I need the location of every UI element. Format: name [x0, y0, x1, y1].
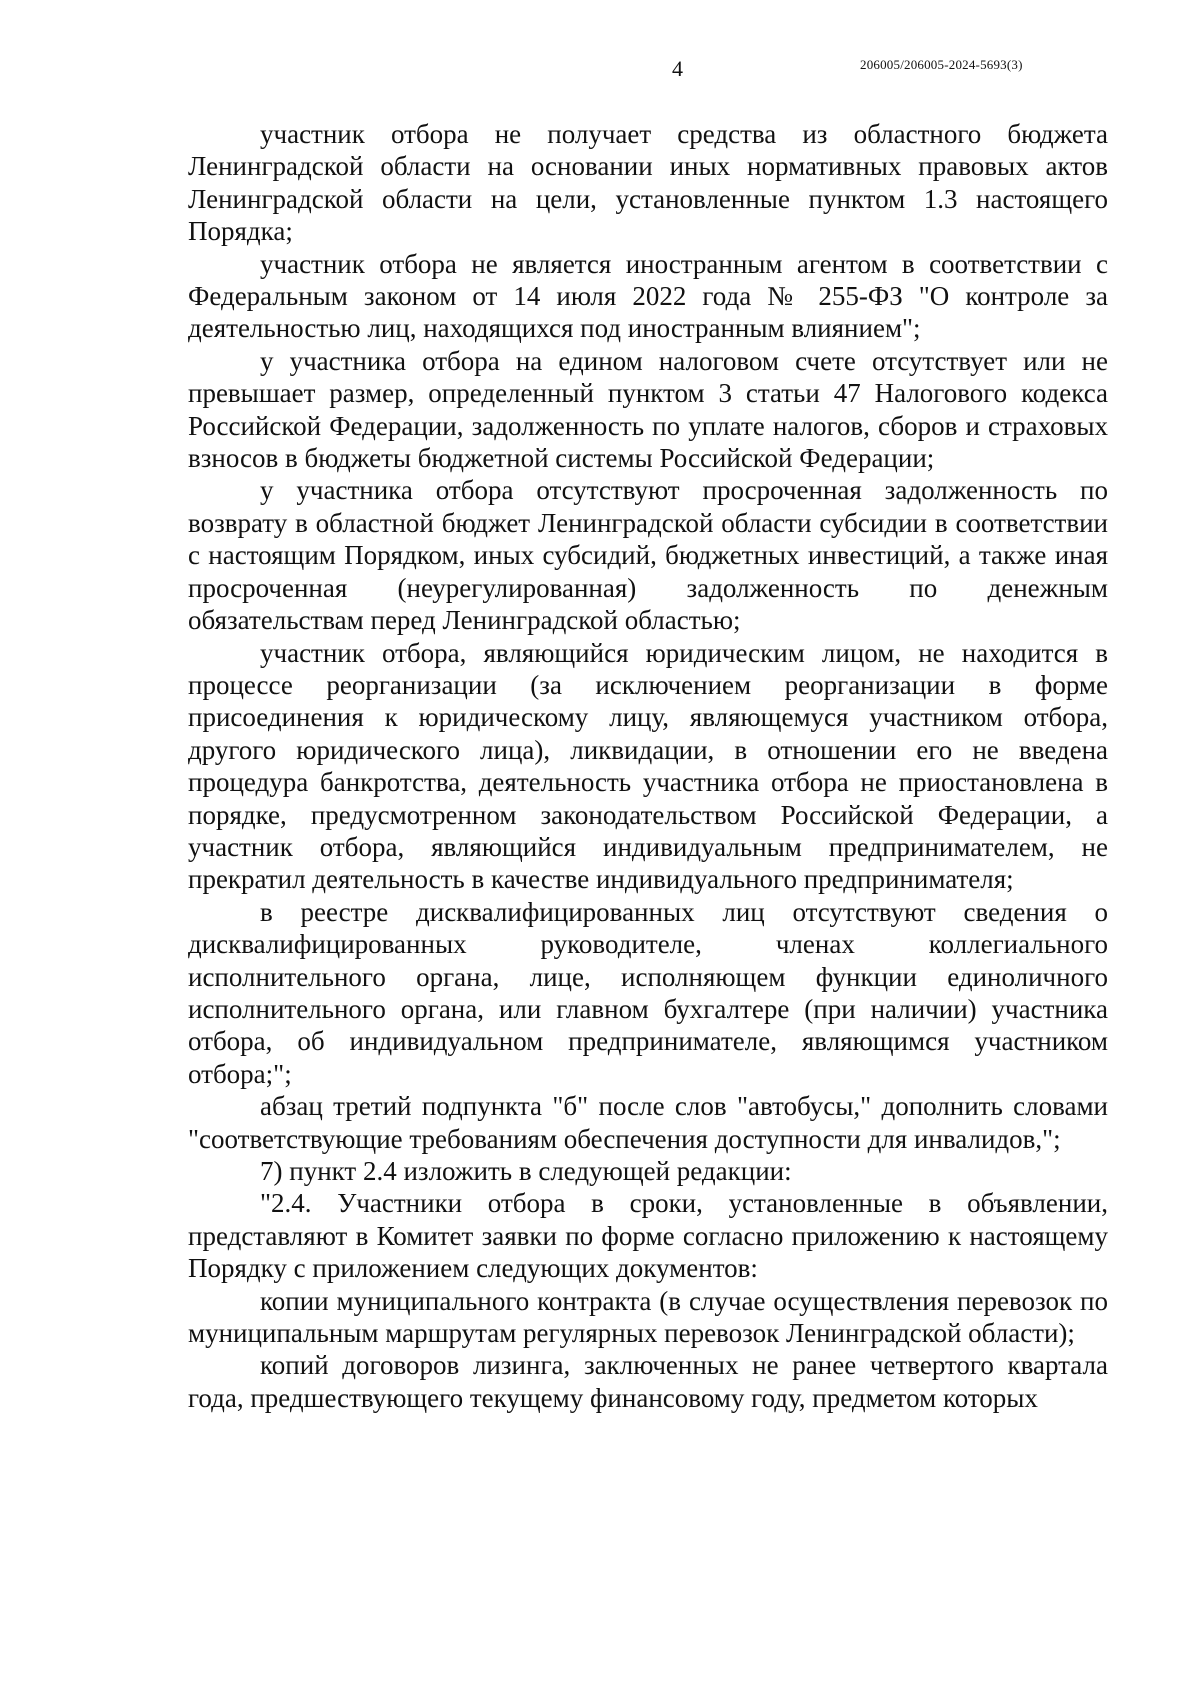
paragraph: участник отбора не является иностранным агентом в соответствии с Федеральным законом от 14 июля 2022 года № 255-ФЗ "О контроле за деятельностью лиц, находящихся под иностранным влиянием";	[188, 248, 1108, 344]
paragraph: 7) пункт 2.4 изложить в следующей редакции:	[260, 1156, 792, 1186]
paragraph: у участника отбора на едином налоговом счете отсутствует или не превышает размер, определенный пунктом 3 статьи 47 Налогового кодекса Российской Федерации, задолженность по уплате налогов, сборов и страховых взносов в бюджеты бюджетной системы Российской Федерации;	[188, 345, 1108, 474]
paragraph: у участника отбора отсутствуют просроченная задолженность по возврату в областной бюджет Ленинградской области субсидии в соответствии с настоящим Порядком, иных субсидий, бюджетных инвестиций, а также иная просроченная (неурегулированная) задолженность по денежным обязательствам перед Ленинградской областью;	[188, 475, 1108, 636]
paragraph: копии муниципального контракта (в случае осуществления перевозок по муниципальным маршрутам регулярных перевозок Ленинградской области);	[188, 1285, 1108, 1349]
document-body	[188, 118, 1108, 1414]
paragraph: участник отбора, являющийся юридическим лицом, не находится в процессе реорганизации (за исключением реорганизации в форме присоединения к юридическому лицу, являющемуся участником отбора, другого юридического лица), ликвидации, в отношении его не введена процедура банкротства, деятельность участника отбора не приостановлена в порядке, предусмотренном законодательством Российской Федерации, а участник отбора, являющийся индивидуальным предпринимателем, не прекратил деятельность в качестве индивидуального предпринимателя;	[188, 637, 1108, 895]
paragraph: "2.4. Участники отбора в сроки, установленные в объявлении, представляют в Комитет заявки по форме согласно приложению к настоящему Порядку с приложением следующих документов:	[188, 1188, 1108, 1284]
page-number: 4	[672, 56, 683, 81]
document-code: 206005/206005-2024-5693(3)	[860, 57, 1023, 72]
paragraph: абзац третий подпункта "б" после слов "автобусы," дополнить словами "соответствующие требованиям обеспечения доступности для инвалидов,";	[188, 1091, 1108, 1154]
paragraph: в реестре дисквалифицированных лиц отсутствуют сведения о дисквалифицированных руководителе, членах коллегиального исполнительного органа, лице, исполняющем функции единоличного исполнительного органа, или главном бухгалтере (при наличии) участника отбора, об индивидуальном предпринимателе, являющимся участником отбора;";	[188, 896, 1108, 1089]
paragraph: копий договоров лизинга, заключенных не ранее четвертого квартала года, предшествующего текущему финансовому году, предметом которых	[188, 1350, 1108, 1413]
paragraph: участник отбора не получает средства из областного бюджета Ленинградской области на основании иных нормативных правовых актов Ленинградской области на цели, установленные пунктом 1.3 настоящего Порядка;	[188, 119, 1108, 247]
